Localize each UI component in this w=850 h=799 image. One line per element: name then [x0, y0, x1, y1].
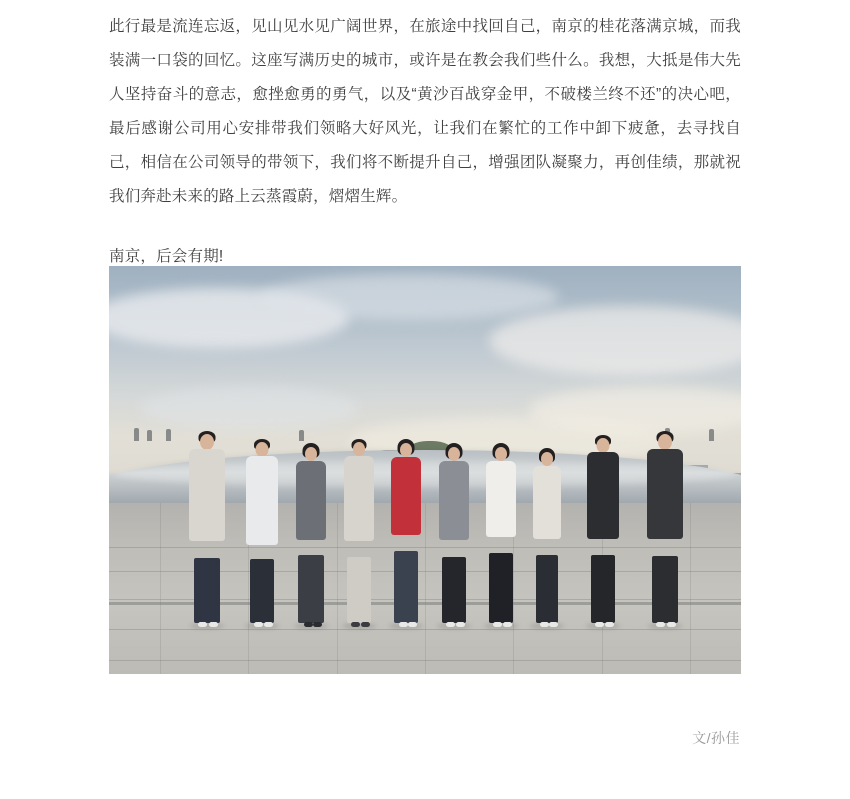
photo-person	[390, 439, 422, 623]
photo-person	[343, 439, 375, 623]
photo-person	[532, 448, 562, 623]
photo-person	[485, 443, 517, 623]
group-photo	[109, 266, 741, 674]
paragraph-1: 此行最是流连忘返，见山见水见广阔世界，在旅途中找回自己，南京的桂花落满京城，而我装满一口袋的回忆。这座写满历史的城市，或许是在教会我们些什么。我想，大抵是伟大先人坚持奋斗的意志，愈挫愈勇的勇气，以及“黄沙百战穿金甲，不破楼兰终不还”的决心吧，最后感谢公司用心安排带我们领略大好风光，让我们在繁忙的工作中卸下疲惫，去寻找自己，相信在公司领导的带领下，我们将不断提升自己，增强团队凝聚力，再创佳绩，那就祝我们奔赴未来的路上云蒸霞蔚，熠熠生辉。	[109, 18, 741, 205]
photo-person	[295, 443, 327, 623]
photo-person	[188, 431, 226, 623]
cloud-shape	[139, 386, 359, 430]
article-body	[109, 0, 741, 274]
photo-person	[438, 443, 470, 623]
byline: 文/孙佳	[692, 730, 740, 746]
photo-person	[646, 431, 684, 623]
cloud-shape	[259, 274, 559, 320]
paragraph-2: 南京，后会有期!	[109, 248, 224, 265]
photo-person	[586, 435, 620, 623]
photo-person	[245, 439, 279, 623]
photo-canvas	[109, 266, 741, 674]
